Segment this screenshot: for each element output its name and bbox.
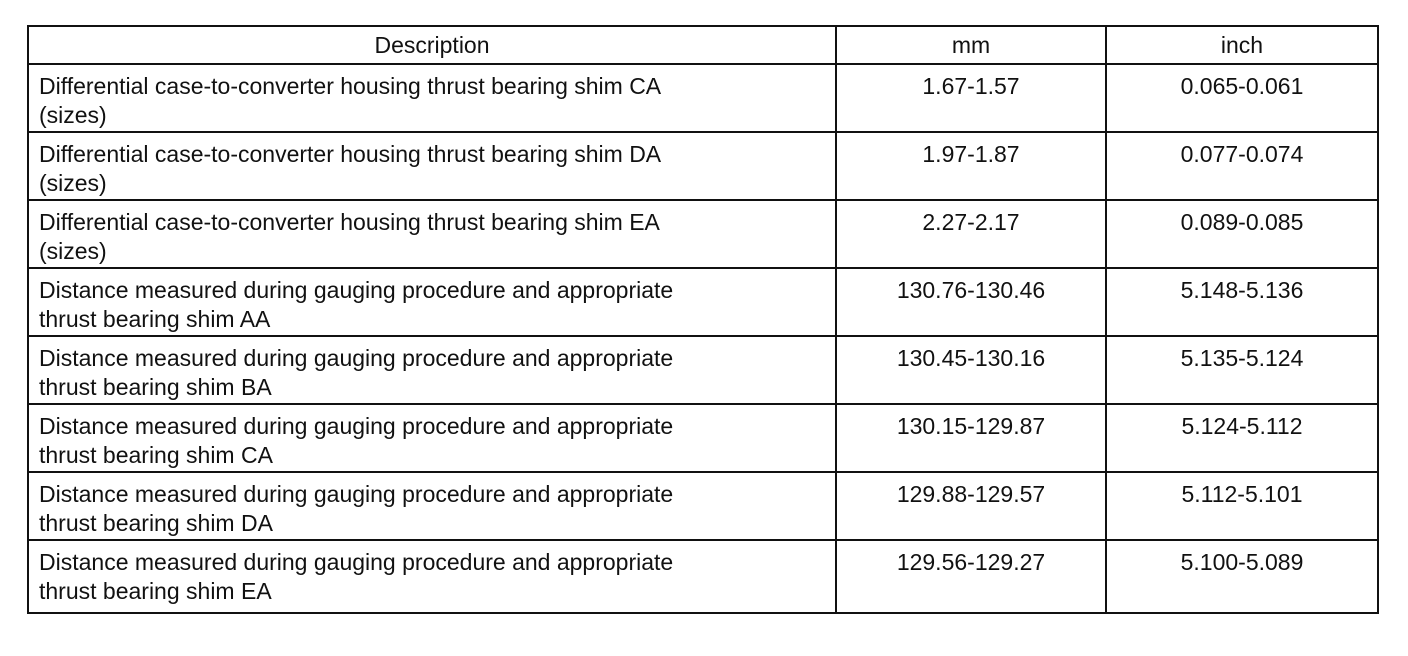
description-line-1: Distance measured during gauging procedure and appropriate (39, 345, 674, 371)
inch-cell: 5.135-5.124 (1106, 336, 1378, 404)
table-row (28, 132, 1378, 200)
table-row (28, 268, 1378, 336)
description-cell (28, 268, 836, 336)
description-line-2: (sizes) (39, 238, 107, 264)
mm-cell: 2.27-2.17 (836, 200, 1106, 268)
description-line-2: thrust bearing shim DA (39, 510, 273, 536)
inch-cell: 5.124-5.112 (1106, 404, 1378, 472)
table-row (28, 404, 1378, 472)
description-line-2: (sizes) (39, 102, 107, 128)
description-cell (28, 132, 836, 200)
description-line-1: Distance measured during gauging procedure and appropriate (39, 277, 674, 303)
description-line-2: (sizes) (39, 170, 107, 196)
description-cell (28, 540, 836, 613)
mm-cell: 129.56-129.27 (836, 540, 1106, 613)
inch-cell: 5.148-5.136 (1106, 268, 1378, 336)
description-cell (28, 64, 836, 132)
description-line-2: thrust bearing shim CA (39, 442, 273, 468)
description-line-1: Distance measured during gauging procedure and appropriate (39, 549, 674, 575)
inch-cell: 0.065-0.061 (1106, 64, 1378, 132)
description-cell (28, 336, 836, 404)
description-line-1: Distance measured during gauging procedure and appropriate (39, 481, 674, 507)
inch-cell: 5.100-5.089 (1106, 540, 1378, 613)
header-mm: mm (836, 26, 1106, 64)
inch-cell: 0.089-0.085 (1106, 200, 1378, 268)
description-line-2: thrust bearing shim EA (39, 578, 272, 604)
table-row (28, 472, 1378, 540)
description-cell (28, 472, 836, 540)
header-inch: inch (1106, 26, 1378, 64)
table-body (28, 64, 1378, 613)
table-row (28, 336, 1378, 404)
description-line-2: thrust bearing shim AA (39, 306, 271, 332)
description-cell (28, 404, 836, 472)
description-line-1: Differential case-to-converter housing thrust bearing shim CA (39, 73, 662, 99)
mm-cell: 130.45-130.16 (836, 336, 1106, 404)
mm-cell: 130.15-129.87 (836, 404, 1106, 472)
mm-cell: 129.88-129.57 (836, 472, 1106, 540)
description-line-2: thrust bearing shim BA (39, 374, 272, 400)
inch-cell: 0.077-0.074 (1106, 132, 1378, 200)
description-cell (28, 200, 836, 268)
table-row (28, 540, 1378, 613)
mm-cell: 1.97-1.87 (836, 132, 1106, 200)
table-row (28, 200, 1378, 268)
inch-cell: 5.112-5.101 (1106, 472, 1378, 540)
description-line-1: Differential case-to-converter housing thrust bearing shim EA (39, 209, 660, 235)
specification-table (27, 25, 1379, 614)
header-description: Description (28, 26, 836, 64)
header-row (28, 26, 1378, 64)
description-line-1: Distance measured during gauging procedure and appropriate (39, 413, 674, 439)
mm-cell: 1.67-1.57 (836, 64, 1106, 132)
mm-cell: 130.76-130.46 (836, 268, 1106, 336)
table-header (28, 26, 1378, 64)
description-line-1: Differential case-to-converter housing thrust bearing shim DA (39, 141, 662, 167)
table-row (28, 64, 1378, 132)
